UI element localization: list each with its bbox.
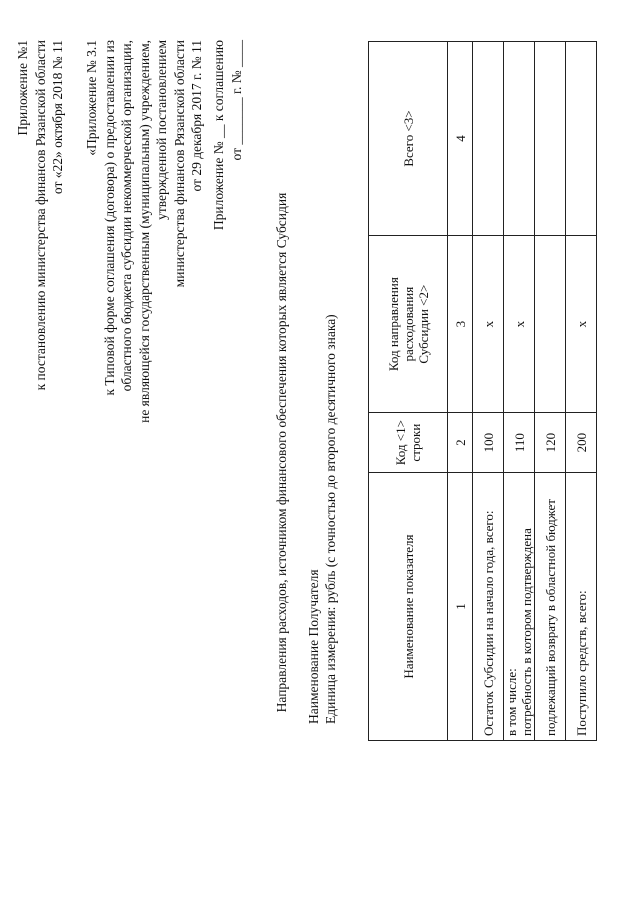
appendix-1-line-1: Приложение №1	[15, 40, 30, 136]
appendix-3-1-line-7: от 29 декабря 2017 г. № 11	[189, 40, 204, 192]
agreement-line-1: Приложение № __ к соглашению	[211, 40, 226, 231]
appendix-3-1-line-2: к Типовой форме соглашения (договора) о предоставлении из	[101, 40, 117, 396]
column-number: 2	[448, 413, 473, 473]
appendix-1-line-2: к постановлению министерства финансов Рязанской области	[32, 40, 48, 391]
column-number-row	[448, 42, 473, 741]
row-name	[504, 473, 535, 741]
row-name: Остаток Субсидии на начало года, всего:	[473, 473, 504, 741]
appendix-3-1-line-4: не являющейся государственным (муниципальным) учреждением,	[136, 40, 152, 423]
appendix-1-header	[14, 40, 67, 390]
header-direction	[369, 236, 448, 413]
row-direction: x	[473, 236, 504, 413]
appendix-3-1-line-6: министерства финансов Рязанской области	[171, 40, 187, 288]
column-number: 4	[448, 42, 473, 236]
header-direction-line-1: Код направления расходования	[385, 277, 416, 372]
header-total: Всего <3>	[369, 42, 448, 236]
row-total	[504, 42, 535, 236]
row-total	[535, 42, 566, 236]
header-code	[369, 413, 448, 473]
appendix-3-1-header	[83, 40, 206, 423]
row-direction: x	[504, 236, 535, 413]
column-number: 3	[448, 236, 473, 413]
row-name-line-1: в том числе:	[504, 668, 519, 736]
table-header-row	[369, 42, 448, 741]
appendix-3-1-line-5: утвержденной постановлением	[154, 40, 169, 220]
row-code: 110	[504, 413, 535, 473]
row-direction	[535, 236, 566, 413]
recipient-label: Наименование Получателя	[306, 569, 321, 724]
document-title: Направления расходов, источником финансового обеспечения которых является Субсидия	[274, 192, 289, 713]
header-code-line-1: Код <1>	[393, 420, 408, 466]
table-row	[535, 42, 566, 741]
appendix-3-1-line-1: «Приложение № 3.1	[84, 40, 99, 156]
header-name: Наименование показателя	[369, 473, 448, 741]
header-code-line-2: строки	[408, 423, 423, 462]
row-total	[566, 42, 597, 236]
appendix-1-line-3: от «22» октября 2018 № 11	[50, 40, 65, 195]
agreement-line-2: от _______ г. № ____	[228, 40, 244, 161]
row-code: 100	[473, 413, 504, 473]
row-total	[473, 42, 504, 236]
expenses-table	[368, 41, 597, 741]
table-row	[504, 42, 535, 741]
agreement-appendix-header	[210, 40, 245, 230]
table-row	[566, 42, 597, 741]
row-name: Поступило средств, всего:	[566, 473, 597, 741]
unit-label: Единица измерения: рубль (с точностью до второго десятичного знака)	[323, 314, 338, 724]
row-code: 120	[535, 413, 566, 473]
row-name-line-2: потребность в котором подтверждена	[519, 528, 534, 736]
table-row	[473, 42, 504, 741]
row-direction: x	[566, 236, 597, 413]
header-direction-line-2: Субсидии <2>	[415, 284, 431, 364]
row-name: подлежащий возврату в областной бюджет	[535, 473, 566, 741]
row-code: 200	[566, 413, 597, 473]
column-number: 1	[448, 473, 473, 741]
recipient-block	[305, 314, 339, 724]
appendix-3-1-line-3: областного бюджета субсидии некоммерческой организации,	[119, 40, 134, 392]
